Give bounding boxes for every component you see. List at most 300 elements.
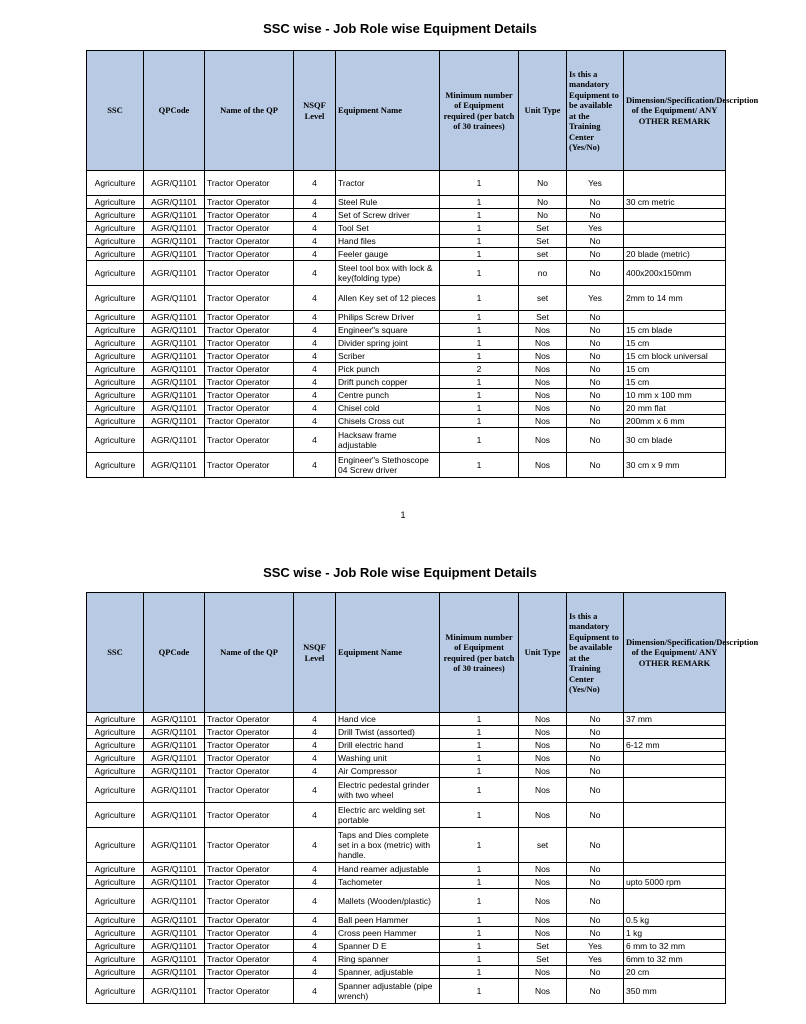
nsqf-level-cell: 4 [294,953,336,966]
unit-type-cell: Set [519,235,567,248]
equipment-name-cell: Divider spring joint [336,337,440,350]
min-number-cell: 1 [440,979,519,1004]
qp-name-cell: Tractor Operator [205,389,294,402]
table-row [87,248,726,261]
nsqf-level-cell: 4 [294,196,336,209]
dimension-cell: 6-12 mm [624,739,726,752]
ssc-cell: Agriculture [87,350,144,363]
nsqf-level-cell: 4 [294,940,336,953]
qp-name-cell: Tractor Operator [205,739,294,752]
qpcode-cell: AGR/Q1101 [144,337,205,350]
table-row [87,337,726,350]
nsqf-level-cell: 4 [294,752,336,765]
table-row [87,953,726,966]
qp-name-cell: Tractor Operator [205,222,294,235]
col-qp-name-header: Name of the QP [205,593,294,713]
qpcode-cell: AGR/Q1101 [144,324,205,337]
qpcode-cell: AGR/Q1101 [144,209,205,222]
ssc-cell: Agriculture [87,363,144,376]
qp-name-cell: Tractor Operator [205,765,294,778]
nsqf-level-cell: 4 [294,235,336,248]
ssc-cell: Agriculture [87,286,144,311]
table-row [87,415,726,428]
unit-type-cell: set [519,828,567,863]
mandatory-cell: No [567,979,624,1004]
mandatory-cell: Yes [567,953,624,966]
equipment-name-cell: Cross peen Hammer [336,927,440,940]
mandatory-cell: No [567,261,624,286]
equipment-table-page-2 [86,592,759,1004]
unit-type-cell: Nos [519,363,567,376]
col-nsqf-level-header: NSQF Level [294,51,336,171]
dimension-cell: 15 cm [624,376,726,389]
mandatory-cell: No [567,209,624,222]
qpcode-cell: AGR/Q1101 [144,363,205,376]
dimension-cell [624,222,726,235]
qpcode-cell: AGR/Q1101 [144,376,205,389]
page-2-title: SSC wise - Job Role wise Equipment Details [263,565,537,580]
nsqf-level-cell: 4 [294,927,336,940]
qpcode-cell: AGR/Q1101 [144,739,205,752]
ssc-cell: Agriculture [87,235,144,248]
qp-name-cell: Tractor Operator [205,713,294,726]
ssc-cell: Agriculture [87,927,144,940]
unit-type-cell: Nos [519,739,567,752]
table-row [87,752,726,765]
mandatory-cell: Yes [567,222,624,235]
col-ssc-header: SSC [87,51,144,171]
table-row [87,889,726,914]
qpcode-cell: AGR/Q1101 [144,311,205,324]
table-row [87,863,726,876]
unit-type-cell: no [519,261,567,286]
mandatory-cell: No [567,765,624,778]
ssc-cell: Agriculture [87,979,144,1004]
dimension-cell: 15 cm [624,337,726,350]
ssc-cell: Agriculture [87,726,144,739]
unit-type-cell: Nos [519,889,567,914]
dimension-cell: 30 cm metric [624,196,726,209]
equipment-name-cell: Hacksaw frame adjustable [336,428,440,453]
min-number-cell: 1 [440,953,519,966]
nsqf-level-cell: 4 [294,171,336,196]
qpcode-cell: AGR/Q1101 [144,778,205,803]
min-number-cell: 1 [440,428,519,453]
nsqf-level-cell: 4 [294,863,336,876]
nsqf-level-cell: 4 [294,739,336,752]
nsqf-level-cell: 4 [294,350,336,363]
dimension-cell [624,752,726,765]
unit-type-cell: Nos [519,713,567,726]
col-dimension-header: Dimension/Specification/Description of the Equipment/ ANY OTHER REMARK [624,51,726,171]
min-number-cell: 1 [440,876,519,889]
equipment-name-cell: Electric arc welding set portable [336,803,440,828]
mandatory-cell: No [567,311,624,324]
qpcode-cell: AGR/Q1101 [144,196,205,209]
equipment-name-cell: Engineer"s square [336,324,440,337]
unit-type-cell: Nos [519,914,567,927]
dimension-cell: 30 cm blade [624,428,726,453]
qpcode-cell: AGR/Q1101 [144,803,205,828]
ssc-cell: Agriculture [87,337,144,350]
mandatory-cell: No [567,828,624,863]
qpcode-cell: AGR/Q1101 [144,927,205,940]
table-row [87,235,726,248]
unit-type-cell: Nos [519,752,567,765]
nsqf-level-cell: 4 [294,803,336,828]
qp-name-cell: Tractor Operator [205,876,294,889]
qp-name-cell: Tractor Operator [205,248,294,261]
min-number-cell: 1 [440,739,519,752]
table-row [87,286,726,311]
header-row [87,593,726,713]
equipment-name-cell: Drill Twist (assorted) [336,726,440,739]
dimension-cell: 20 blade (metric) [624,248,726,261]
mandatory-cell: Yes [567,940,624,953]
qp-name-cell: Tractor Operator [205,953,294,966]
mandatory-cell: No [567,196,624,209]
nsqf-level-cell: 4 [294,713,336,726]
ssc-cell: Agriculture [87,940,144,953]
table-row [87,350,726,363]
dimension-cell [624,311,726,324]
unit-type-cell: Nos [519,428,567,453]
dimension-cell [624,863,726,876]
ssc-cell: Agriculture [87,914,144,927]
min-number-cell: 1 [440,966,519,979]
mandatory-cell: No [567,402,624,415]
equipment-name-cell: Drill electric hand [336,739,440,752]
table-row [87,196,726,209]
mandatory-cell: No [567,363,624,376]
dimension-cell: 30 cm x 9 mm [624,453,726,478]
col-qp-name-header: Name of the QP [205,51,294,171]
qpcode-cell: AGR/Q1101 [144,402,205,415]
dimension-cell: 20 mm flat [624,402,726,415]
ssc-cell: Agriculture [87,261,144,286]
unit-type-cell: Nos [519,337,567,350]
qp-name-cell: Tractor Operator [205,363,294,376]
table-row [87,927,726,940]
nsqf-level-cell: 4 [294,828,336,863]
mandatory-cell: No [567,889,624,914]
ssc-cell: Agriculture [87,966,144,979]
min-number-cell: 1 [440,778,519,803]
table-row [87,803,726,828]
table-row [87,979,726,1004]
equipment-name-cell: Air Compressor [336,765,440,778]
qpcode-cell: AGR/Q1101 [144,350,205,363]
dimension-cell [624,765,726,778]
dimension-cell: 400x200x150mm [624,261,726,286]
dimension-cell: 0.5 kg [624,914,726,927]
nsqf-level-cell: 4 [294,248,336,261]
ssc-cell: Agriculture [87,209,144,222]
unit-type-cell: Nos [519,778,567,803]
min-number-cell: 1 [440,248,519,261]
mandatory-cell: No [567,350,624,363]
nsqf-level-cell: 4 [294,889,336,914]
ssc-cell: Agriculture [87,453,144,478]
equipment-name-cell: Tachometer [336,876,440,889]
header-row [87,51,726,171]
qpcode-cell: AGR/Q1101 [144,940,205,953]
nsqf-level-cell: 4 [294,876,336,889]
ssc-cell: Agriculture [87,222,144,235]
qp-name-cell: Tractor Operator [205,914,294,927]
unit-type-cell: Nos [519,389,567,402]
mandatory-cell: No [567,324,624,337]
table-row [87,739,726,752]
nsqf-level-cell: 4 [294,778,336,803]
nsqf-level-cell: 4 [294,363,336,376]
equipment-name-cell: Pick punch [336,363,440,376]
ssc-cell: Agriculture [87,171,144,196]
unit-type-cell: Nos [519,927,567,940]
min-number-cell: 1 [440,196,519,209]
mandatory-cell: No [567,453,624,478]
col-equipment-name-header: Equipment Name [336,593,440,713]
qp-name-cell: Tractor Operator [205,337,294,350]
table-row [87,876,726,889]
mandatory-cell: No [567,778,624,803]
min-number-cell: 1 [440,376,519,389]
unit-type-cell: Nos [519,726,567,739]
equipment-name-cell: Allen Key set of 12 pieces [336,286,440,311]
dimension-cell: 1 kg [624,927,726,940]
min-number-cell: 1 [440,940,519,953]
mandatory-cell: No [567,863,624,876]
mandatory-cell: No [567,752,624,765]
qp-name-cell: Tractor Operator [205,927,294,940]
nsqf-level-cell: 4 [294,389,336,402]
qp-name-cell: Tractor Operator [205,828,294,863]
dimension-cell [624,209,726,222]
table-row [87,389,726,402]
min-number-cell: 1 [440,752,519,765]
ssc-cell: Agriculture [87,889,144,914]
table-row [87,428,726,453]
col-unit-type-header: Unit Type [519,51,567,171]
qpcode-cell: AGR/Q1101 [144,428,205,453]
ssc-cell: Agriculture [87,876,144,889]
mandatory-cell: No [567,726,624,739]
mandatory-cell: No [567,376,624,389]
qpcode-cell: AGR/Q1101 [144,235,205,248]
ssc-cell: Agriculture [87,778,144,803]
min-number-cell: 1 [440,311,519,324]
qpcode-cell: AGR/Q1101 [144,286,205,311]
min-number-cell: 1 [440,324,519,337]
equipment-name-cell: Electric pedestal grinder with two wheel [336,778,440,803]
table-row [87,828,726,863]
equipment-name-cell: Ball peen Hammer [336,914,440,927]
qp-name-cell: Tractor Operator [205,453,294,478]
qp-name-cell: Tractor Operator [205,889,294,914]
min-number-cell: 1 [440,235,519,248]
dimension-cell: 6 mm to 32 mm [624,940,726,953]
min-number-cell: 1 [440,261,519,286]
table-row [87,914,726,927]
col-qpcode-header: QPCode [144,51,205,171]
qp-name-cell: Tractor Operator [205,752,294,765]
unit-type-cell: Set [519,311,567,324]
min-number-cell: 2 [440,363,519,376]
ssc-cell: Agriculture [87,402,144,415]
unit-type-cell: Nos [519,803,567,828]
unit-type-cell: Nos [519,415,567,428]
equipment-name-cell: Tool Set [336,222,440,235]
col-unit-type-header: Unit Type [519,593,567,713]
ssc-cell: Agriculture [87,739,144,752]
unit-type-cell: set [519,248,567,261]
ssc-cell: Agriculture [87,713,144,726]
nsqf-level-cell: 4 [294,726,336,739]
dimension-cell: 20 cm [624,966,726,979]
qp-name-cell: Tractor Operator [205,966,294,979]
qpcode-cell: AGR/Q1101 [144,966,205,979]
equipment-name-cell: Hand vice [336,713,440,726]
col-equipment-name-header: Equipment Name [336,51,440,171]
qpcode-cell: AGR/Q1101 [144,453,205,478]
qpcode-cell: AGR/Q1101 [144,389,205,402]
table-row [87,726,726,739]
col-qpcode-header: QPCode [144,593,205,713]
min-number-cell: 1 [440,453,519,478]
min-number-cell: 1 [440,726,519,739]
equipment-name-cell: Spanner D E [336,940,440,953]
unit-type-cell: Set [519,940,567,953]
min-number-cell: 1 [440,914,519,927]
qp-name-cell: Tractor Operator [205,428,294,453]
mandatory-cell: No [567,428,624,453]
qpcode-cell: AGR/Q1101 [144,863,205,876]
col-dimension-header: Dimension/Specification/Description of the Equipment/ ANY OTHER REMARK [624,593,726,713]
qp-name-cell: Tractor Operator [205,324,294,337]
table-row [87,222,726,235]
mandatory-cell: No [567,803,624,828]
nsqf-level-cell: 4 [294,453,336,478]
qp-name-cell: Tractor Operator [205,863,294,876]
mandatory-cell: No [567,914,624,927]
table-row [87,940,726,953]
col-mandatory-header: Is this a mandatory Equipment to be available at the Training Center (Yes/No) [567,51,624,171]
ssc-cell: Agriculture [87,803,144,828]
unit-type-cell: Nos [519,324,567,337]
mandatory-cell: No [567,966,624,979]
equipment-name-cell: Steel tool box with lock & key(folding type) [336,261,440,286]
mandatory-cell: Yes [567,171,624,196]
equipment-table-page-1 [86,50,759,478]
dimension-cell: 15 cm [624,363,726,376]
unit-type-cell: Nos [519,979,567,1004]
dimension-cell: upto 5000 rpm [624,876,726,889]
table-row [87,765,726,778]
nsqf-level-cell: 4 [294,337,336,350]
col-nsqf-level-header: NSQF Level [294,593,336,713]
unit-type-cell: Nos [519,402,567,415]
mandatory-cell: No [567,739,624,752]
equipment-name-cell: Centre punch [336,389,440,402]
mandatory-cell: No [567,389,624,402]
unit-type-cell: Nos [519,966,567,979]
col-min-number-header: Minimum number of Equipment required (per batch of 30 trainees) [440,593,519,713]
ssc-cell: Agriculture [87,324,144,337]
qpcode-cell: AGR/Q1101 [144,828,205,863]
mandatory-cell: No [567,415,624,428]
min-number-cell: 1 [440,863,519,876]
mandatory-cell: No [567,337,624,350]
unit-type-cell: No [519,209,567,222]
qpcode-cell: AGR/Q1101 [144,261,205,286]
dimension-cell: 15 cm block universal [624,350,726,363]
qpcode-cell: AGR/Q1101 [144,752,205,765]
nsqf-level-cell: 4 [294,428,336,453]
unit-type-cell: Nos [519,863,567,876]
table-row [87,311,726,324]
nsqf-level-cell: 4 [294,402,336,415]
equipment-name-cell: Chisel cold [336,402,440,415]
mandatory-cell: No [567,248,624,261]
equipment-name-cell: Ring spanner [336,953,440,966]
nsqf-level-cell: 4 [294,311,336,324]
qp-name-cell: Tractor Operator [205,350,294,363]
table-row [87,376,726,389]
col-mandatory-header: Is this a mandatory Equipment to be available at the Training Center (Yes/No) [567,593,624,713]
table-row [87,171,726,196]
qpcode-cell: AGR/Q1101 [144,171,205,196]
equipment-name-cell: Philips Screw Driver [336,311,440,324]
min-number-cell: 1 [440,286,519,311]
dimension-cell [624,889,726,914]
qpcode-cell: AGR/Q1101 [144,248,205,261]
unit-type-cell: set [519,286,567,311]
unit-type-cell: Nos [519,765,567,778]
qp-name-cell: Tractor Operator [205,286,294,311]
min-number-cell: 1 [440,389,519,402]
unit-type-cell: Nos [519,350,567,363]
qpcode-cell: AGR/Q1101 [144,953,205,966]
equipment-name-cell: Scriber [336,350,440,363]
equipment-name-cell: Engineer"s Stethoscope 04 Screw driver [336,453,440,478]
equipment-name-cell: Spanner, adjustable [336,966,440,979]
min-number-cell: 1 [440,222,519,235]
mandatory-cell: No [567,713,624,726]
ssc-cell: Agriculture [87,376,144,389]
equipment-name-cell: Mallets (Wooden/plastic) [336,889,440,914]
nsqf-level-cell: 4 [294,261,336,286]
dimension-cell: 200mm x 6 mm [624,415,726,428]
table-row [87,966,726,979]
qp-name-cell: Tractor Operator [205,171,294,196]
nsqf-level-cell: 4 [294,966,336,979]
table-row [87,453,726,478]
mandatory-cell: No [567,235,624,248]
ssc-cell: Agriculture [87,389,144,402]
table-row [87,261,726,286]
equipment-name-cell: Spanner adjustable (pipe wrench) [336,979,440,1004]
min-number-cell: 1 [440,803,519,828]
nsqf-level-cell: 4 [294,914,336,927]
qpcode-cell: AGR/Q1101 [144,889,205,914]
qp-name-cell: Tractor Operator [205,940,294,953]
dimension-cell [624,235,726,248]
qp-name-cell: Tractor Operator [205,803,294,828]
unit-type-cell: Nos [519,876,567,889]
page-1-title: SSC wise - Job Role wise Equipment Details [263,21,537,36]
table-row [87,363,726,376]
dimension-cell: 37 mm [624,713,726,726]
